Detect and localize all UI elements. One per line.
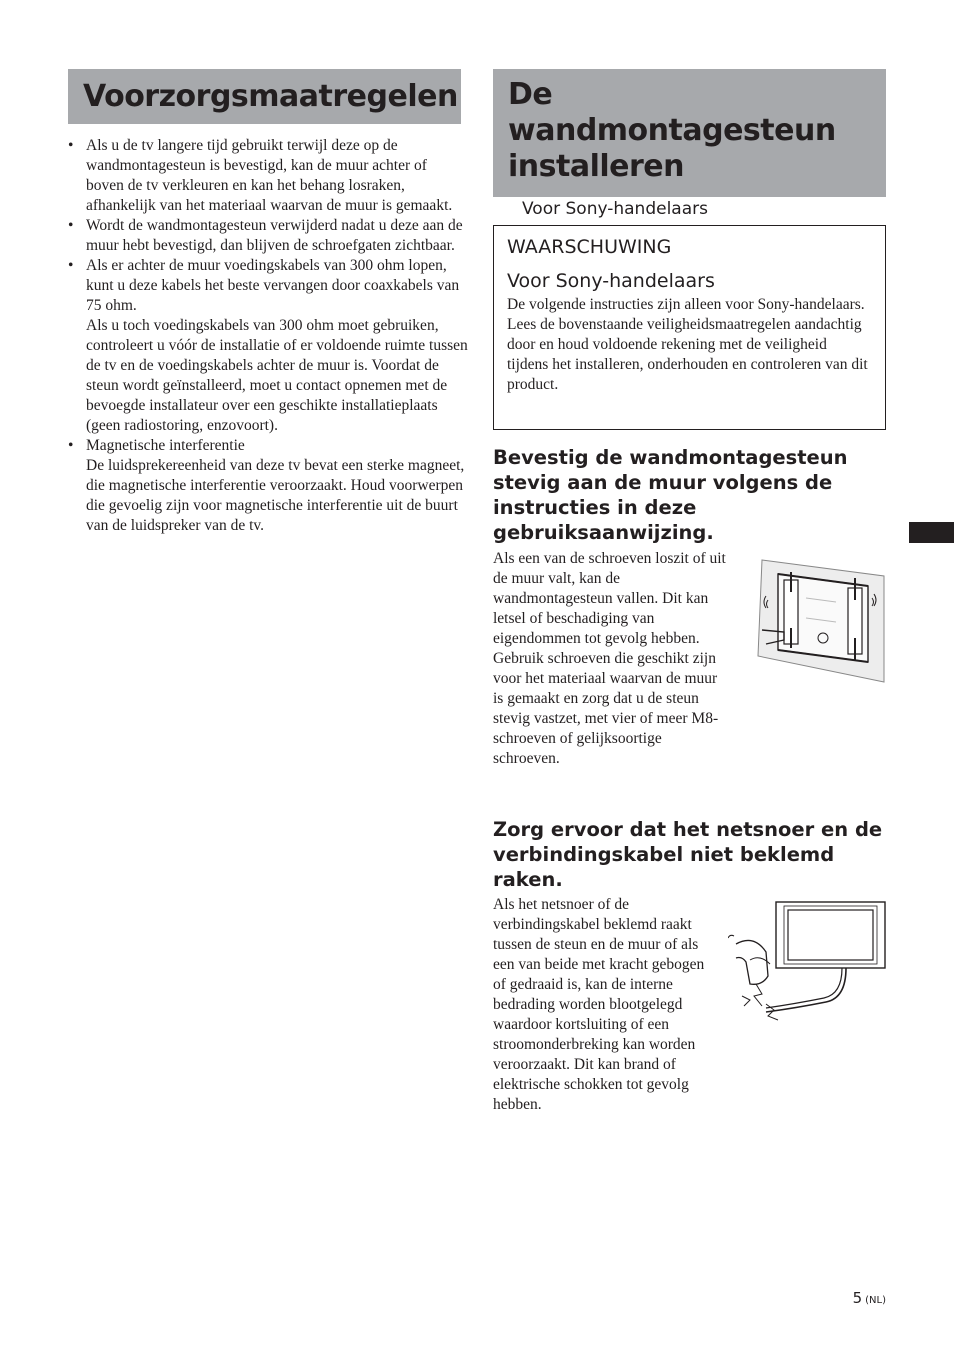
list-item-text: Als u de tv langere tijd gebruikt terwijl deze op de wandmontagesteun is bevestigd, kan de muur achter of boven de tv verkleuren en kan het behang losraken, afhankelijk van het materiaal waarvan de muur is gemaakt. <box>86 137 453 214</box>
list-item-text: Magnetische interferentie <box>86 437 245 454</box>
bullet-icon: • <box>68 257 74 274</box>
list-item <box>68 256 468 436</box>
audience-tag: Voor Sony-handelaars <box>508 197 722 222</box>
warning-box <box>493 225 886 430</box>
page-number <box>853 1289 886 1307</box>
bullet-icon: • <box>68 437 74 454</box>
list-item <box>68 216 468 256</box>
warning-text: De volgende instructies zijn alleen voor Sony-handelaars. Lees de bovenstaande veiligheidsmaatregelen aandachtig door en houd voldoende rekening met de veiligheid tijdens het installeren, onderhouden en controleren van dit product. <box>507 296 868 393</box>
wall-bracket-illustration <box>756 558 887 684</box>
page-title-left: Voorzorgsmaatregelen <box>83 79 458 114</box>
bullet-icon: • <box>68 217 74 234</box>
precautions-list <box>68 136 468 536</box>
language-tab-marker <box>909 522 954 543</box>
section-heading-cables: Zorg ervoor dat het netsnoer en de verbindingskabel niet beklemd raken. <box>493 818 883 891</box>
section-heading-mount: Bevestig de wandmontagesteun stevig aan de muur volgens de instructies in deze gebruiksaanwijzing. <box>493 446 848 544</box>
warning-subtitle: Voor Sony-handelaars <box>507 270 715 292</box>
page-number-value: 5 <box>852 1289 863 1307</box>
cable-pinch-illustration <box>728 900 888 1026</box>
section-heading-bar <box>68 69 461 124</box>
list-item <box>68 136 468 216</box>
list-item-text: Als er achter de muur voedingskabels van 300 ohm lopen, kunt u deze kabels het beste vervangen door coaxkabels van 75 ohm. <box>86 257 460 314</box>
section-text-mount: Als een van de schroeven loszit of uit de muur valt, kan de wandmontagesteun vallen. Dit kan letsel of beschadiging van eigendommen tot gevolg hebben. Gebruik schroeven die geschikt zijn voor het materiaal waarvan de muur is gemaakt en zorg dat u de steun stevig vastzet, met vier of meer M8-schroeven of gelijksoortige schroeven. <box>493 550 726 767</box>
list-item-text: Wordt de wandmontagesteun verwijderd nadat u deze aan de muur hebt bevestigd, dan blijven de schroefgaten zichtbaar. <box>86 217 463 254</box>
list-item-extra: De luidsprekereenheid van deze tv bevat een sterke magneet, die magnetische interferentie veroorzaakt. Houd voorwerpen die gevoelig zijn voor magnetische interferentie uit de buurt van de luidspreker van de tv. <box>86 457 465 534</box>
bullet-icon: • <box>68 137 74 154</box>
section-text-cables: Als het netsnoer of de verbindingskabel beklemd raakt tussen de steun en de muur of als een van beide met kracht gebogen of gedraaid is, kan de interne bedrading worden blootgelegd waardoor kortsluiting of een stroomonderbreking kan worden veroorzaakt. Dit kan brand of elektrische schokken tot gevolg hebben. <box>493 896 705 1113</box>
list-item <box>68 436 468 536</box>
warning-title: WAARSCHUWING <box>507 236 672 258</box>
list-item-extra: Als u toch voedingskabels van 300 ohm moet gebruiken, controleert u vóór de installatie of er voldoende ruimte tussen de tv en de voedingskabels achter de muur is. Voordat de steun wordt geïnstalleerd, moet u contact opnemen met de bevoegde installateur over een geschikte installatieplaats (geen radiostoring, enzovoort). <box>86 317 468 434</box>
page-language: (NL) <box>865 1295 886 1306</box>
page-title-right: De wandmontagesteun installeren <box>508 77 836 184</box>
section-heading-bar <box>493 69 886 219</box>
